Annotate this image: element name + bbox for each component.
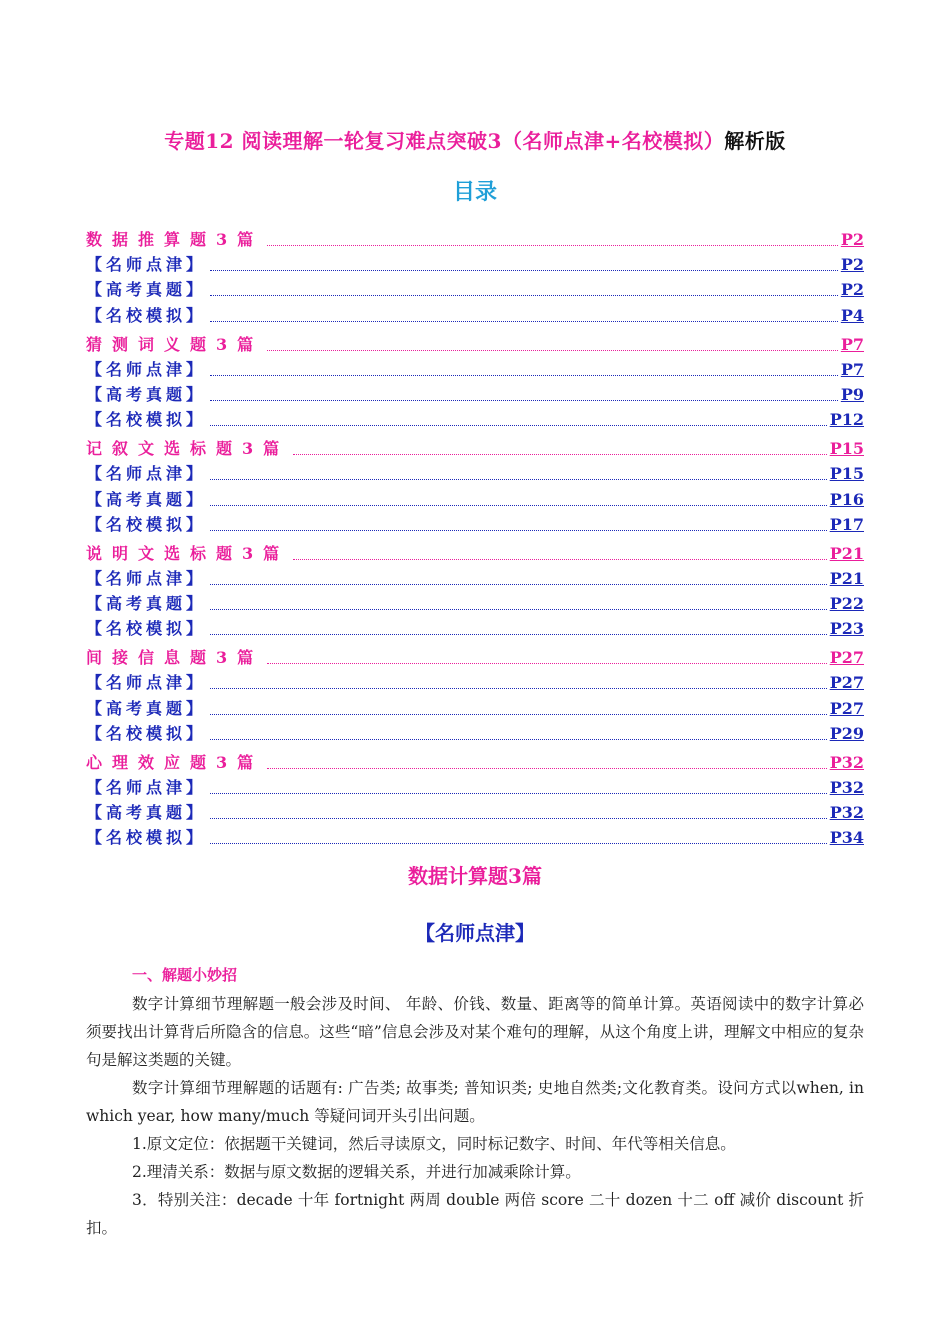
toc-subsection-entry[interactable] — [86, 615, 864, 640]
paragraph: 2.理清关系：数据与原文数据的逻辑关系，并进行加减乘除计算。 — [132, 1163, 581, 1181]
toc-entry-label: 【高考真题】 — [86, 594, 207, 614]
toc-entry-label: 【名师点津】 — [86, 255, 207, 275]
toc-page-link[interactable]: P23 — [829, 619, 864, 639]
toc-leader-dots — [210, 294, 838, 296]
toc-entry-label: 【高考真题】 — [86, 489, 207, 509]
toc-leader-dots — [210, 529, 827, 531]
toc-subsection-entry[interactable] — [86, 511, 864, 536]
section-title: 数据计算题3篇 — [408, 864, 542, 888]
toc-subsection-entry[interactable] — [86, 590, 864, 615]
toc-entry-label: 【名师点津】 — [86, 673, 207, 693]
toc-page-link[interactable]: P22 — [829, 594, 864, 614]
toc-page-link[interactable]: P4 — [840, 305, 864, 325]
toc-leader-dots — [267, 244, 838, 246]
toc-entry-label: 【名校模拟】 — [86, 619, 207, 639]
document-title-suffix: 解析版 — [724, 129, 786, 153]
toc-subsection-entry[interactable] — [86, 694, 864, 719]
paragraph: 1.原文定位：依据题干关键词，然后寻读原文，同时标记数字、时间、年代等相关信息。 — [132, 1135, 736, 1153]
toc-leader-dots — [210, 478, 827, 480]
toc-entry-label: 间接信息题3篇 — [86, 648, 264, 668]
paragraph: 数字计算细节理解题的话题有: 广告类; 故事类; 普知识类; 史地自然类;文化教育类。设问方式以when, in which year, how many/much 等疑问词开头引出问题。 — [86, 1079, 864, 1125]
toc-page-link[interactable]: P16 — [829, 489, 864, 509]
toc-subsection-entry[interactable] — [86, 774, 864, 799]
toc-page-link[interactable]: P17 — [829, 514, 864, 534]
toc-entry-label: 【高考真题】 — [86, 698, 207, 718]
toc-page-link[interactable]: P32 — [829, 803, 864, 823]
toc-entry-label: 【名校模拟】 — [86, 410, 207, 430]
toc-leader-dots — [210, 842, 827, 844]
toc-section-entry[interactable] — [86, 327, 864, 356]
toc-leader-dots — [210, 583, 827, 585]
toc-entry-label: 【名师点津】 — [86, 464, 207, 484]
toc-subsection-entry[interactable] — [86, 301, 864, 326]
toc-subsection-entry[interactable] — [86, 669, 864, 694]
toc-entry-label: 说明文选标题3篇 — [86, 543, 290, 563]
paragraph: 数字计算细节理解题一般会涉及时间、 年龄、价钱、数量、距离等的简单计算。英语阅读中的数字计算必须要找出计算背后所隐含的信息。这些“暗”信息会涉及对某个难句的理解，从这个角度上讲，理解文中相应的复杂句是解这类题的关键。 — [86, 995, 864, 1069]
toc-subsection-entry[interactable] — [86, 720, 864, 745]
toc-subsection-entry[interactable] — [86, 799, 864, 824]
paragraph: 3．特别关注：decade 十年 fortnight 两周 double 两倍 score 二十 dozen 十二 off 减价 discount 折扣。 — [86, 1191, 864, 1237]
toc-entry-label: 心理效应题3篇 — [86, 752, 264, 772]
toc-subsection-entry[interactable] — [86, 460, 864, 485]
toc-entry-label: 【名校模拟】 — [86, 828, 207, 848]
toc-section-entry[interactable] — [86, 536, 864, 565]
toc-page-link[interactable]: P2 — [840, 230, 864, 249]
toc-leader-dots — [210, 320, 838, 322]
toc-entry-label: 【名师点津】 — [86, 359, 207, 379]
toc-page-link[interactable]: P7 — [840, 334, 864, 354]
tips-heading: 一、解题小妙招 — [132, 966, 238, 984]
toc-leader-dots — [210, 713, 827, 715]
toc-leader-dots — [210, 817, 827, 819]
toc-entry-label: 【名校模拟】 — [86, 723, 207, 743]
toc-page-link[interactable]: P2 — [840, 280, 864, 300]
toc-section-entry[interactable] — [86, 640, 864, 669]
toc-leader-dots — [210, 608, 827, 610]
toc-leader-dots — [210, 792, 827, 794]
toc-section-entry[interactable] — [86, 431, 864, 460]
toc-leader-dots — [210, 269, 838, 271]
toc-section-entry[interactable] — [86, 745, 864, 774]
toc-leader-dots — [293, 558, 827, 560]
toc-page-link[interactable]: P32 — [829, 778, 864, 797]
toc-entry-label: 【名校模拟】 — [86, 305, 207, 325]
toc-page-link[interactable]: P2 — [840, 255, 864, 275]
toc-page-link[interactable]: P32 — [829, 752, 864, 772]
toc-page-link[interactable]: P12 — [829, 410, 864, 430]
toc-leader-dots — [210, 374, 838, 376]
toc-entry-label: 【高考真题】 — [86, 280, 207, 300]
toc-entry-label: 猜测词义题3篇 — [86, 334, 264, 354]
toc-entry-label: 【名师点津】 — [86, 568, 207, 588]
document-title-main: 专题12 阅读理解一轮复习难点突破3（名师点津+名校模拟） — [164, 129, 725, 153]
toc-leader-dots — [293, 453, 827, 455]
toc-leader-dots — [210, 633, 827, 635]
toc-entry-label: 记叙文选标题3篇 — [86, 439, 290, 459]
toc-leader-dots — [210, 424, 827, 426]
toc-page-link[interactable]: P34 — [829, 828, 864, 848]
document-title — [0, 126, 950, 156]
toc-page-link[interactable]: P21 — [829, 568, 864, 588]
toc-page-link[interactable]: P15 — [829, 439, 864, 459]
toc-page-link[interactable]: P29 — [829, 723, 864, 743]
toc-heading: 目录 — [452, 179, 497, 205]
toc-subsection-entry[interactable] — [86, 824, 864, 849]
toc-entry-label: 【名师点津】 — [86, 778, 207, 797]
toc-subsection-entry[interactable] — [86, 485, 864, 510]
toc-leader-dots — [210, 687, 827, 689]
toc-page-link[interactable]: P21 — [829, 543, 864, 563]
toc-subsection-entry[interactable] — [86, 276, 864, 301]
toc-subsection-entry[interactable] — [86, 565, 864, 590]
toc-subsection-entry[interactable] — [86, 251, 864, 276]
toc-page-link[interactable]: P7 — [840, 359, 864, 379]
toc-leader-dots — [267, 662, 827, 664]
toc-section-entry[interactable] — [86, 222, 864, 251]
toc-page-link[interactable]: P9 — [840, 384, 864, 404]
toc-entry-label: 【名校模拟】 — [86, 514, 207, 534]
toc-subsection-entry[interactable] — [86, 406, 864, 431]
toc-entry-label: 数据推算题3篇 — [86, 230, 264, 249]
toc-page-link[interactable]: P27 — [829, 648, 864, 668]
toc-page-link[interactable]: P27 — [829, 673, 864, 693]
toc-leader-dots — [210, 504, 827, 506]
section-subtitle: 【名师点津】 — [415, 921, 535, 945]
section-body — [86, 990, 864, 1242]
toc-leader-dots — [267, 349, 838, 351]
table-of-contents — [86, 222, 864, 849]
toc-page-link[interactable]: P15 — [829, 464, 864, 484]
toc-subsection-entry[interactable] — [86, 356, 864, 381]
toc-page-link[interactable]: P27 — [829, 698, 864, 718]
toc-leader-dots — [267, 767, 827, 769]
toc-entry-label: 【高考真题】 — [86, 803, 207, 823]
toc-subsection-entry[interactable] — [86, 381, 864, 406]
toc-leader-dots — [210, 738, 827, 740]
toc-leader-dots — [210, 399, 838, 401]
toc-entry-label: 【高考真题】 — [86, 384, 207, 404]
